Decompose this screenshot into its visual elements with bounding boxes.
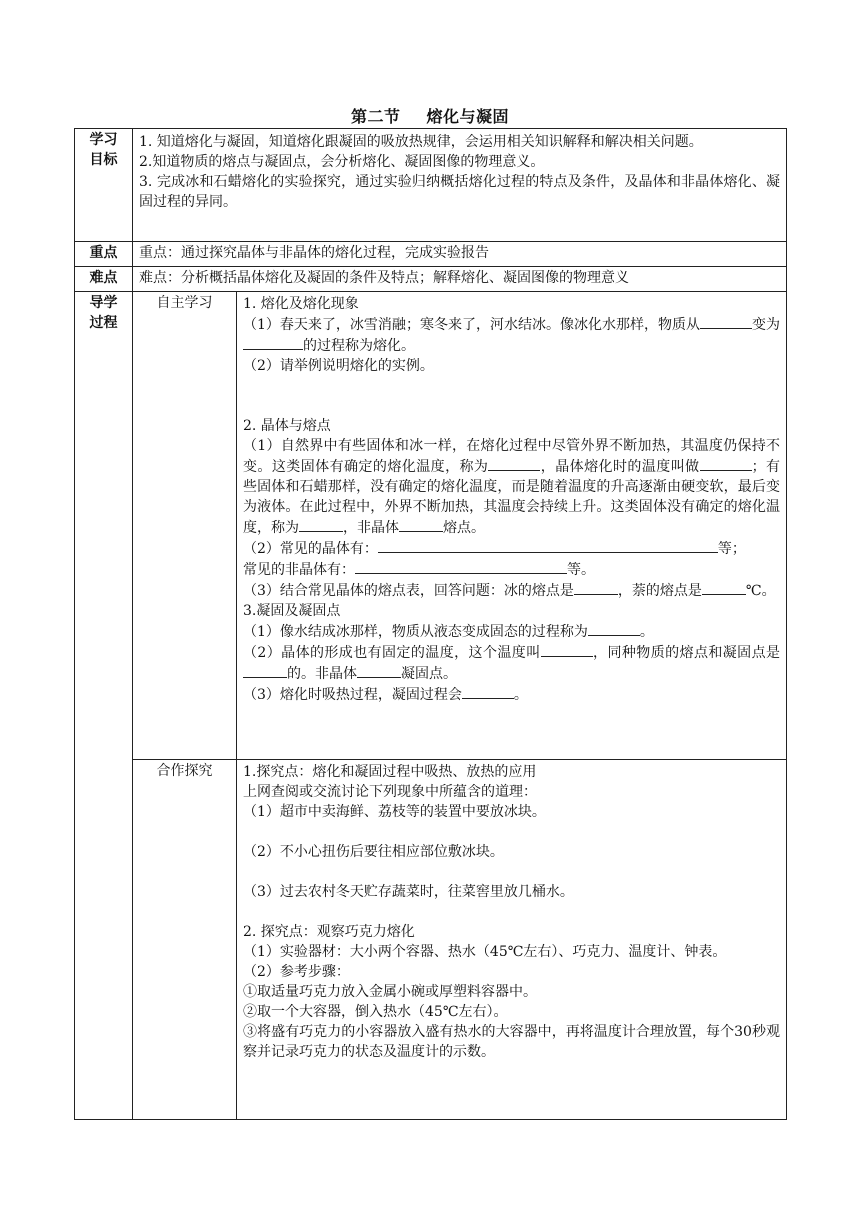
answer-blank[interactable] <box>378 538 718 553</box>
cooperation-row <box>75 760 787 1120</box>
question: （2）常见的晶体有： 等； <box>243 538 780 559</box>
answer-blank[interactable] <box>488 456 540 471</box>
key-row <box>75 242 787 267</box>
question: （3）结合常见晶体的熔点表，回答问题：冰的熔点是 ，萘的熔点是 ℃。 <box>243 580 780 601</box>
answer-blank[interactable] <box>700 456 752 471</box>
steps-heading: （2）参考步骤： <box>243 964 350 980</box>
step-item: ③将盛有巧克力的小容器放入盛有热水的大容器中，再将温度计合理放置，每个30秒观察并记录巧克力的状态及温度计的示数。 <box>243 1024 780 1060</box>
answer-blank[interactable] <box>243 335 303 350</box>
self-study-content <box>237 292 787 760</box>
lesson-table <box>74 128 787 1120</box>
goal-item: 1. 知道熔化与凝固，知道熔化跟凝固的吸放热规律，会运用相关知识解释和解决相关问题。 <box>139 134 703 150</box>
section-heading: 1. 熔化及熔化现象 <box>243 296 359 312</box>
goal-item: 2.知道物质的熔点与凝固点，会分析熔化、凝固图像的物理意义。 <box>139 154 545 170</box>
goal-item: 3. 完成冰和石蜡熔化的实验探究，通过实验归纳概括熔化过程的特点及条件，及晶体和非晶体熔化、凝固过程的异同。 <box>139 174 780 210</box>
section-heading: 2. 晶体与熔点 <box>243 418 331 434</box>
self-study-label: 自主学习 <box>133 292 237 760</box>
answer-blank[interactable] <box>462 684 514 699</box>
question: （2）晶体的形成也有固定的温度，这个温度叫 ，同种物质的熔点和凝固点是的。非晶体 凝固点。 <box>243 642 780 684</box>
answer-blank[interactable] <box>355 559 567 574</box>
section-heading: 1.探究点：熔化和凝固过程中吸热、放热的应用 <box>243 764 537 780</box>
section-heading: 3.凝固及凝固点 <box>243 603 341 619</box>
difficulty-label: 难点 <box>75 267 133 292</box>
question: （1）像水结成冰那样，物质从液态变成固态的过程称为 。 <box>243 621 780 642</box>
key-label: 重点 <box>75 242 133 267</box>
goals-content <box>133 129 787 242</box>
question: 常见的非晶体有： 等。 <box>243 559 780 580</box>
section-heading: 2. 探究点：观察巧克力熔化 <box>243 924 415 940</box>
answer-blank[interactable] <box>541 642 593 657</box>
instruction: 上网查阅或交流讨论下列现象中所蕴含的道理： <box>243 784 537 800</box>
step-item: ①取适量巧克力放入金属小碗或厚塑料容器中。 <box>243 984 537 1000</box>
question: （2）不小心扭伤后要往相应部位敷冰块。 <box>243 844 504 860</box>
section-name: 熔化与凝固 <box>426 107 510 126</box>
answer-blank[interactable] <box>700 314 752 329</box>
answer-blank[interactable] <box>399 517 443 532</box>
cooperation-label: 合作探究 <box>133 760 237 1120</box>
answer-space <box>243 902 780 922</box>
answer-blank[interactable] <box>574 580 618 595</box>
step-item: ②取一个大容器，倒入热水（45℃左右）。 <box>243 1004 508 1020</box>
answer-blank[interactable] <box>357 663 401 678</box>
question: （3）熔化时吸热过程，凝固过程会 。 <box>243 684 780 705</box>
question: （3）过去农村冬天贮存蔬菜时，往菜窖里放几桶水。 <box>243 884 574 900</box>
answer-space <box>243 862 780 882</box>
materials: （1）实验器材：大小两个容器、热水（45℃左右）、巧克力、温度计、钟表。 <box>243 944 727 960</box>
answer-space <box>243 822 780 842</box>
answer-blank[interactable] <box>243 663 287 678</box>
question: （1）自然界中有些固体和冰一样，在熔化过程中尽管外界不断加热，其温度仍保持不变。这类固体有确定的熔化温度，称为 ，晶体熔化时的温度叫做 ；有些固体和石蜡那样，没有确定的熔化温度，而是随着温度的升高逐渐由硬变软，最后变为液体。在此过程中，外界不断加热，其温度会持续上升。这类固体没有确定的熔化温度，称为 ，非晶体 熔点。 <box>243 438 781 536</box>
page-title <box>0 104 860 127</box>
self-study-row <box>75 292 787 760</box>
answer-blank[interactable] <box>702 580 746 595</box>
answer-blank[interactable] <box>299 517 343 532</box>
answer-space <box>243 376 780 416</box>
question: （2）请举例说明熔化的实例。 <box>243 358 434 374</box>
key-point-text: 重点：通过探究晶体与非晶体的熔化过程，完成实验报告 <box>133 242 787 267</box>
goals-label: 学习 目标 <box>75 129 133 242</box>
process-label: 导学 过程 <box>75 292 133 1120</box>
difficulty-row <box>75 267 787 292</box>
section-number: 第二节 <box>350 107 401 126</box>
difficulty-text: 难点：分析概括晶体熔化及凝固的条件及特点；解释熔化、凝固图像的物理意义 <box>133 267 787 292</box>
answer-blank[interactable] <box>588 621 640 636</box>
question: （1）超市中卖海鲜、荔枝等的装置中要放冰块。 <box>243 804 546 820</box>
cooperation-content <box>237 760 787 1120</box>
goals-row <box>75 129 787 242</box>
question: （1）春天来了，冰雪消融；寒冬来了，河水结冰。像冰化水那样，物质从 变为的过程称为熔化。 <box>243 314 780 356</box>
